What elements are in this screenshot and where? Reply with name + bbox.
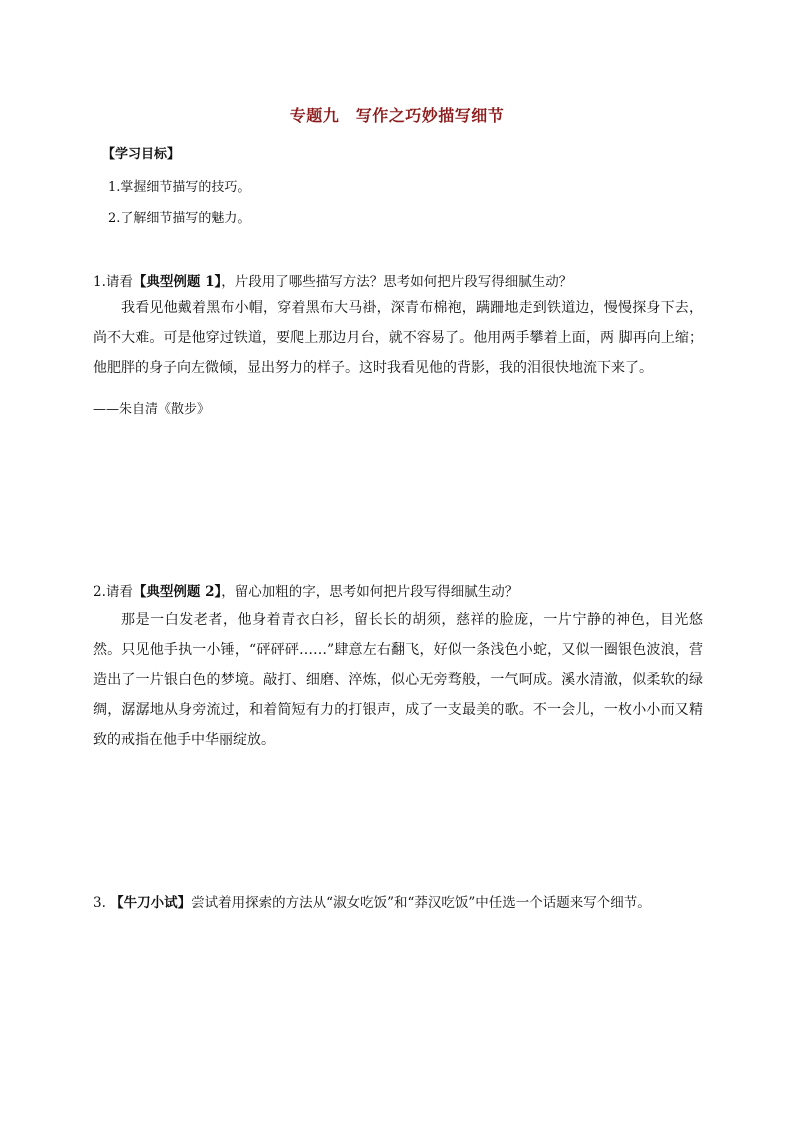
question-1-text: ，片段用了哪些描写方法？思考如何把片段写得细腻生动？ — [221, 274, 573, 290]
passage-1: 我看见他戴着黑布小帽，穿着黑布大马褂，深青布棉袍，蹒跚地走到铁道边，慢慢探身下去，尚不大难。可是他穿过铁道，要爬上那边月台，就不容易了。他用两手攀着上面，两 脚再向上缩；他肥胖的身子向左微倾，显出努力的样子。这时我看见他的背影，我的泪很快地流下来了。 — [93, 300, 703, 376]
goals-heading: 【学习目标】 — [102, 147, 181, 162]
question-3 — [93, 891, 651, 911]
goal-item-1: 1.掌握细节描写的技巧。 — [108, 180, 251, 195]
passage-1-attribution: ——朱自清《散步》 — [93, 402, 211, 417]
question-2-text: ，留心加粗的字，思考如何把片段写得细腻生动？ — [221, 584, 519, 600]
question-3-label: 【牛刀小试】 — [110, 895, 192, 911]
question-2-prefix: 2.请看 — [93, 584, 133, 600]
question-1-prefix: 1.请看 — [93, 274, 133, 290]
question-1 — [93, 270, 572, 290]
question-2 — [93, 580, 518, 600]
question-3-text: 尝试着用探索的方法从“淑女吃饭”和“莽汉吃饭”中任选一个话题来写个细节。 — [191, 895, 651, 911]
passage-2: 那是一白发老者，他身着青衣白衫，留长长的胡须，慈祥的脸庞，一片宁静的神色，目光悠然。只见他手执一小锤，“砰砰砰……”肆意左右翻飞，好似一条浅色小蛇，又似一圈银色波浪，营造出了一片银白色的梦境。敲打、细磨、淬炼，似心无旁骛般，一气呵成。溪水清澈，似柔软的绿绸，潺潺地从身旁流过，和着简短有力的打银声，成了一支最美的歌。不一会儿，一枚小小而又精致的戒指在他手中华丽绽放。 — [93, 612, 703, 748]
page-title: 专题九 写作之巧妙描写细节 — [289, 106, 505, 125]
question-3-prefix: 3. — [93, 895, 111, 911]
question-1-label: 【典型例题 1】 — [132, 274, 222, 290]
goal-item-2: 2.了解细节描写的魅力。 — [108, 211, 251, 226]
question-2-label: 【典型例题 2】 — [132, 584, 222, 600]
